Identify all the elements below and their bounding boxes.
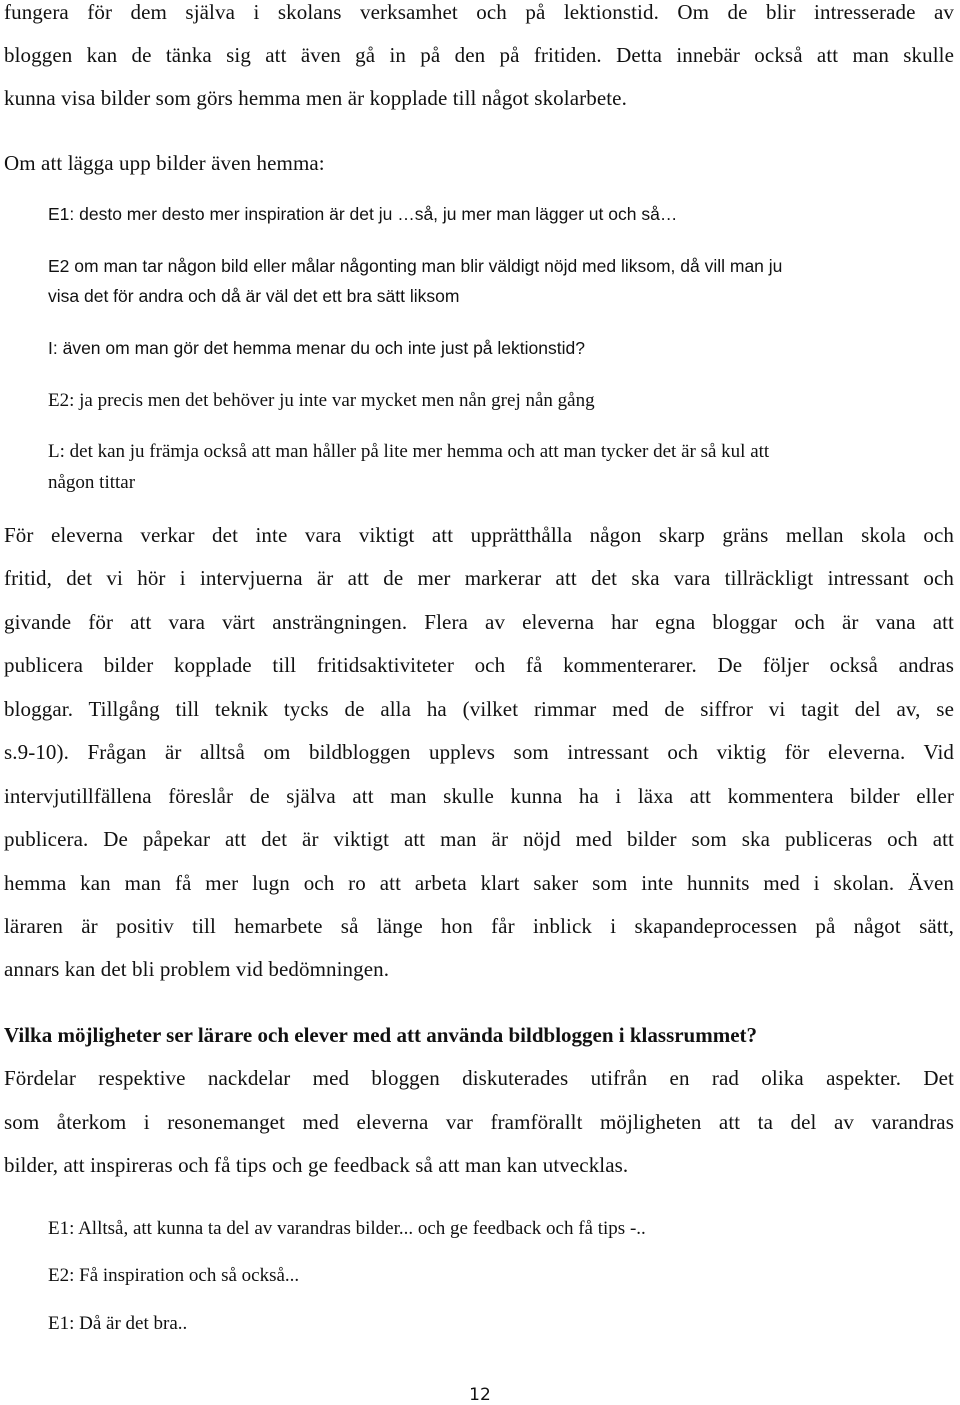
paragraph-line: som återkom i resonemanget med eleverna var framförallt möjligheten att ta del av varandras: [4, 1110, 954, 1134]
quote-line: E1: Då är det bra..: [48, 1313, 188, 1334]
quote-line: visa det för andra och då är väl det ett bra sätt liksom: [48, 286, 460, 306]
quote-line: någon tittar: [48, 472, 136, 493]
paragraph-line: fritid, det vi hör i intervjuerna är att de mer markerar att det ska vara tillräckligt intressant och: [4, 566, 954, 590]
paragraph-line: fungera för dem själva i skolans verksamhet och på lektionstid. Om de blir intresserade av: [4, 0, 954, 24]
paragraph-line: givande för att vara värt ansträngningen. Flera av eleverna har egna bloggar och är vana att: [4, 610, 954, 634]
quote-line: E1: Alltså, att kunna ta del av varandras bilder... och ge feedback och få tips -..: [48, 1218, 646, 1239]
quote-line: E2: Få inspiration och så också...: [48, 1265, 300, 1286]
paragraph-line: läraren är positiv till hemarbete så länge hon får inblick i skapandeprocessen på något sätt,: [4, 914, 954, 938]
paragraph-line: bloggar. Tillgång till teknik tycks de alla ha (vilket rimmar med de siffror vi tagit del av, se: [4, 697, 954, 721]
quote-line: E2: ja precis men det behöver ju inte var mycket men nån grej nån gång: [48, 390, 595, 411]
quote-line: E2 om man tar någon bild eller målar någonting man blir väldigt nöjd med liksom, då vill man ju: [48, 256, 783, 276]
quote-line: E1: desto mer desto mer inspiration är det ju …så, ju mer man lägger ut och så…: [48, 204, 678, 224]
paragraph-line: publicera bilder kopplade till fritidsaktiviteter och få kommenterarer. De följer också andras: [4, 653, 954, 677]
page-number: 12: [469, 1385, 491, 1405]
paragraph-line: hemma kan man få mer lugn och ro att arbeta klart saker som inte hunnits med i skolan. Även: [4, 871, 954, 895]
paragraph-line: kunna visa bilder som görs hemma men är kopplade till något skolarbete.: [4, 86, 627, 110]
quote-line: I: även om man gör det hemma menar du och inte just på lektionstid?: [48, 338, 585, 358]
paragraph-line: För eleverna verkar det inte vara viktigt att upprätthålla någon skarp gräns mellan skola och: [4, 523, 954, 547]
section-heading: Vilka möjligheter ser lärare och elever med att använda bildbloggen i klassrummet?: [4, 1023, 758, 1047]
paragraph-line: bilder, att inspireras och få tips och ge feedback så att man kan utvecklas.: [4, 1153, 629, 1177]
quote-line: L: det kan ju främja också att man håller på lite mer hemma och att man tycker det är så kul att: [48, 441, 770, 462]
paragraph-line: annars kan det bli problem vid bedömningen.: [4, 957, 390, 981]
paragraph-line: intervjutillfällena föreslår de själva att man skulle kunna ha i läxa att kommentera bilder eller: [4, 784, 954, 808]
paragraph-line: s.9-10). Frågan är alltså om bildbloggen upplevs som intressant och viktig för eleverna. Vid: [4, 740, 954, 764]
quote-topic: Om att lägga upp bilder även hemma:: [4, 151, 325, 175]
paragraph-line: publicera. De påpekar att det är viktigt att man är nöjd med bilder som ska publiceras och att: [4, 827, 954, 851]
paragraph-line: Fördelar respektive nackdelar med bloggen diskuterades utifrån en rad olika aspekter. Det: [4, 1066, 954, 1090]
paragraph-line: bloggen kan de tänka sig att även gå in på den på fritiden. Detta innebär också att man skulle: [4, 43, 954, 67]
